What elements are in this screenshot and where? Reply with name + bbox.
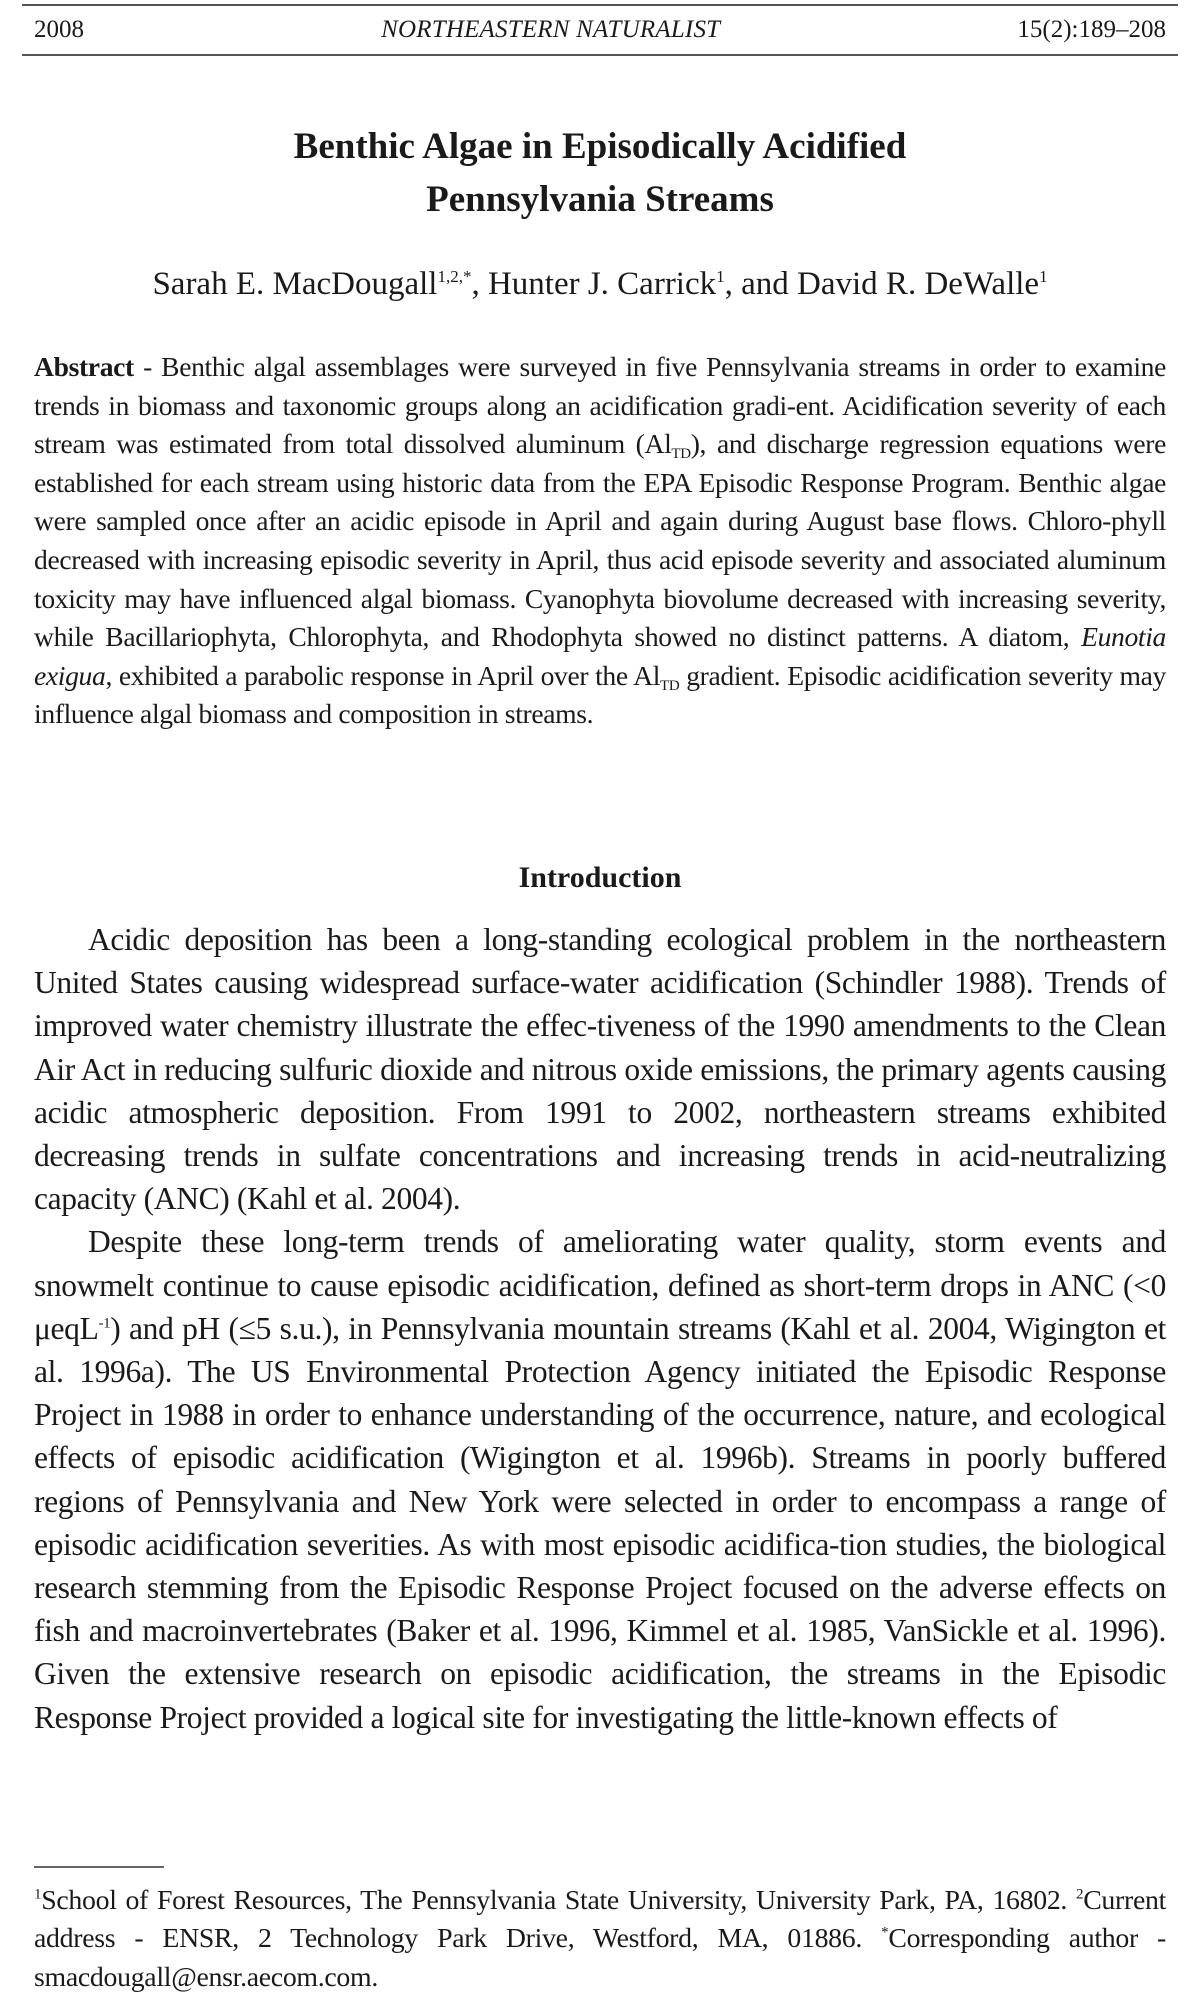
author-affiliation-mark: 1 bbox=[1039, 267, 1048, 286]
abstract-text: , exhibited a parabolic response in April over the Al bbox=[105, 659, 661, 691]
author-separator: , and bbox=[724, 266, 798, 302]
abstract-text: - Benthic algal assemblages were surveyed in five Pennsylvania streams in order to examine trends in biomass and taxonomic groups along an acidification gradi-ent. Acidification severity of each stream was estimated from total dissolved aluminum (Al bbox=[34, 351, 1166, 460]
abstract-text: ), and discharge regression equations were established for each stream using historic data from the EPA Episodic Response Program. Benthic algae were sampled once after an acidic episode in April and again during August base flows. Chloro-phyll decreased with increasing episodic severity in April, thus acid episode severity and associated aluminum toxicity may have influenced algal biomass. Cyanophyta biovolume decreased with increasing severity, while Bacillariophyta, Chlorophyta, and Rhodophyta showed no distinct patterns. A diatom, bbox=[34, 428, 1166, 653]
paragraph: Acidic deposition has been a long-standing ecological problem in the northeastern United States causing widespread surface-water acidification (Schindler 1988). Trends of improved water chemistry illustrate the effec-tiveness of the 1990 amendments to the Clean Air Act in reducing sulfuric dioxide and nitrous oxide emissions, the primary agents causing acidic atmospheric deposition. From 1991 to 2002, northeastern streams exhibited decreasing trends in sulfate concentrations and increasing trends in acid-neutralizing capacity (ANC) (Kahl et al. 2004). bbox=[34, 922, 1166, 1217]
section-heading-introduction: Introduction bbox=[518, 861, 682, 894]
subscript: TD bbox=[671, 446, 691, 463]
abstract-text: gradient. Episodic acidification severity may influence algal biomass and composition in streams. bbox=[34, 659, 1166, 730]
paragraph-text: ) and pH (≤5 s.u.), in Pennsylvania mountain streams (Kahl et al. 2004, Wigington et al. 1996a). The US Environmental Protection Agency initiated the Episodic Response Project in 1988 in order to enhance understanding of the occurrence, nature, and ecological effects of episodic acidification (Wigington et al. 1996b). Streams in poorly buffered regions of Pennsylvania and New York were selected in order to encompass a range of episodic acidification severities. As with most episodic acidifica-tion studies, the biological research stemming from the Episodic Response Project focused on the adverse effects on fish and macroinvertebrates (Baker et al. 1996, Kimmel et al. 1985, VanSickle et al. 1996). Given the extensive research on episodic acidification, the streams in the Episodic Response Project provided a logical site for investigating the little-known effects of bbox=[34, 1310, 1166, 1735]
article-title bbox=[0, 120, 1200, 226]
author-affiliation-mark: 1 bbox=[716, 267, 725, 286]
abstract-label: Abstract bbox=[34, 351, 134, 382]
journal-name: NORTHEASTERN NATURALIST bbox=[381, 16, 721, 43]
abstract bbox=[34, 348, 1166, 734]
footnote-mark: 1 bbox=[34, 1886, 42, 1903]
author-list bbox=[0, 262, 1200, 306]
superscript: -1 bbox=[98, 1315, 111, 1332]
running-head bbox=[22, 4, 1178, 56]
journal-year: 2008 bbox=[34, 16, 84, 43]
footnote-divider bbox=[34, 1866, 164, 1868]
journal-citation: 15(2):189–208 bbox=[1017, 16, 1166, 43]
title-line-2: Pennsylvania Streams bbox=[426, 179, 774, 220]
introduction-body bbox=[34, 918, 1166, 1739]
subscript: TD bbox=[660, 677, 680, 694]
paragraph-text: Despite these long-term trends of ameliorating water quality, storm events and snowmelt continue to cause episodic acidification, defined as short-term drops in ANC (<0 μeqL bbox=[34, 1224, 1166, 1346]
author-name: Hunter J. Carrick bbox=[487, 266, 717, 302]
author-name: Sarah E. MacDougall bbox=[152, 266, 438, 302]
footnote-mark: * bbox=[881, 1925, 889, 1942]
author-separator: , bbox=[471, 266, 488, 302]
author-affiliation-mark: 1,2,* bbox=[437, 267, 472, 286]
species-name: Eunotia exigua bbox=[34, 621, 1166, 691]
footnote-text: School of Forest Resources, The Pennsylvania State University, University Park, PA, 16802. bbox=[41, 1885, 1076, 1916]
footnote-mark: 2 bbox=[1075, 1886, 1084, 1903]
author-name: David R. DeWalle bbox=[797, 266, 1040, 302]
footnote-text: Corresponding author - smacdougall@ensr.aecom.com. bbox=[34, 1923, 1166, 1993]
footnotes bbox=[34, 1882, 1166, 1997]
footnote-text: Current address - ENSR, 2 Technology Park Drive, Westford, MA, 01886. bbox=[34, 1885, 1166, 1955]
title-line-1: Benthic Algae in Episodically Acidified bbox=[293, 126, 907, 167]
paragraph bbox=[34, 1220, 1166, 1738]
